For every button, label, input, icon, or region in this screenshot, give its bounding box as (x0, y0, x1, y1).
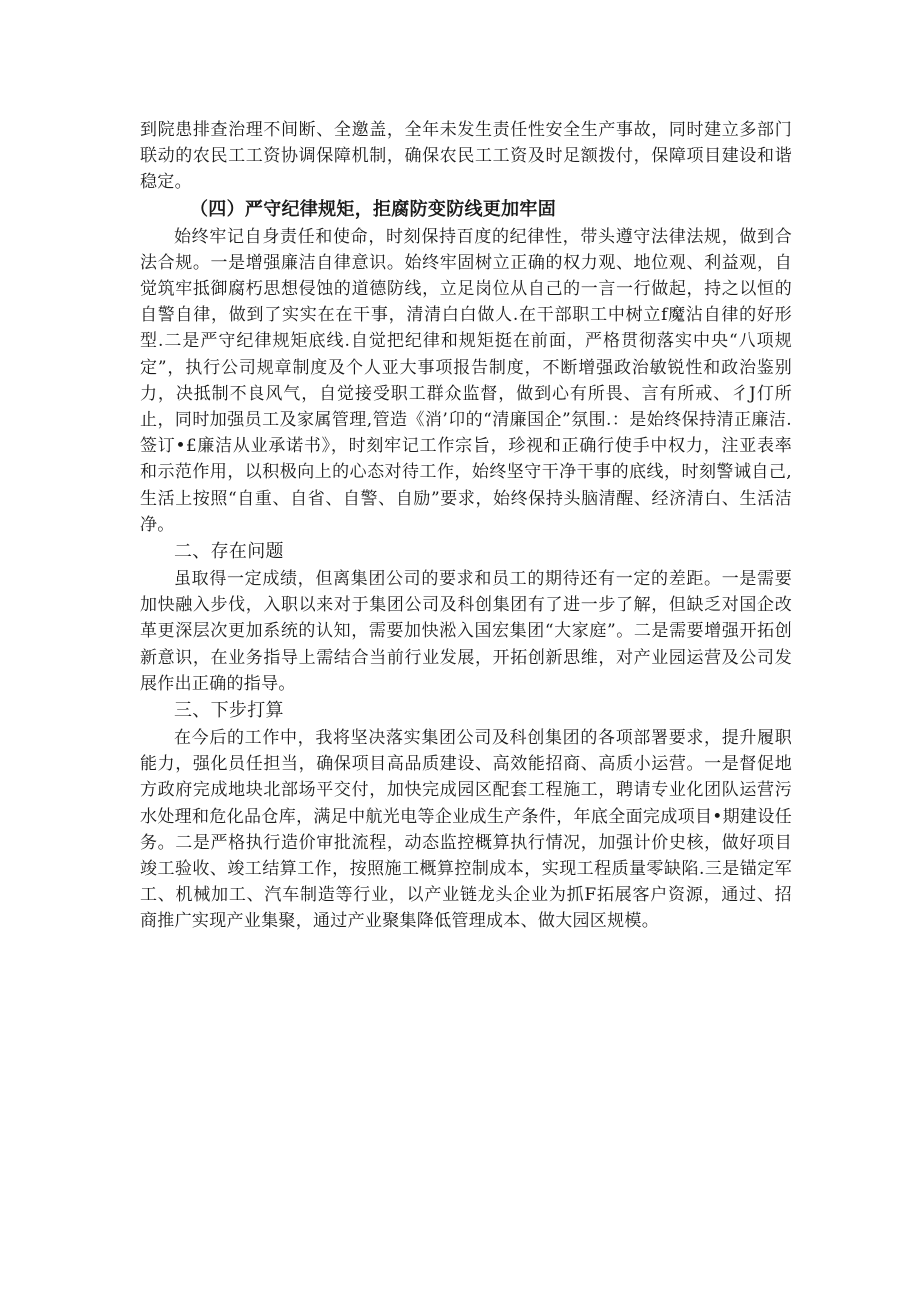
section-2-paragraph: 虽取得一定成绩，但离集团公司的要求和员工的期待还有一定的差距。一是需要加快融入步伐，入职以来对于集团公司及科创集团有了进一步了解，但缺乏对国企改革更深层次更加系统的认知，需要加快淞入国宏集团“大家庭”。二是需要增强开拓创新意识，在业务指导上需结合当前行业发展，开拓创新思维，对产业园运营及公司发展作出正确的指导。 (140, 569, 792, 694)
intro-paragraph: 到院患排查治理不间断、全邀盖，全年未发生责任性安全生产事故，同时建立多部门联动的农民工工资协调保障机制，确保农民工工资及时足额拨付，保障项目建设和谐稳定。 (140, 120, 792, 193)
section-2-heading: 二、存在问题 (174, 541, 284, 563)
document-body (140, 117, 792, 935)
section-3-heading: 三、下步打算 (174, 700, 284, 722)
section-3-paragraph: 在今后的工作中，我将坚决落实集团公司及科创集团的各项部署要求，提升履职能力，强化员任担当，确保项目高品质建设、高效能招商、高质小运营。一是督促地方政府完成地块北部场平交付，加快完成园区配套工程施工，聘请专业化团队运营污水处理和危化品仓库，满足中航光电等企业成生产条件，年底全面完成项目•期建设任务。二是严格执行造价审批流程，动态监控概算执行情况，加强计价史核，做好项目竣工验收、竣工结算工作，按照施工概算控制成本，实现工程质量零缺陷.三是锚定军工、机械加工、汽车制造等行业，以产业链龙头企业为抓F拓展客户资源，通过、招商推广实现产业集聚，通过产业聚集降低管理成本、做大园区规模。 (140, 728, 792, 932)
section-4-paragraph: 始终牢记自身责任和使命，时刻保持百度的纪律性，带头遵守法律法规，做到合法合规。一是增强廉洁自律意识。始终牢固树立正确的权力观、地位观、利益观，自觉筑牢抵御腐朽思想侵蚀的道德防线，立足岗位从自己的一言一行做起，持之以恒的自警自律，做到了实实在在干事，清清白白做人.在干部职工中树立f魔沾自律的好形型.二是严守纪律规矩底线.自觉把纪律和规矩挺在前面，严格贯彻落实中央“八项规定”，执行公司规章制度及个人亚大事项报告制度，不断增强政治敏锐性和政治鉴别力，决抵制不良风气，自觉接受职工群众监督，做到心有所畏、言有所戒、彳J仃所止，同时加强员工及家属管理,管造《消’卬的“清廉国企”氛围.：是始终保持清正廉洁.签订•£廉洁从业承诺书》，时刻牢记工作宗旨，珍视和正确行使手中权力，注亚表率和示范作用，以积极向上的心态对待工作，始终坚守干净干事的底线，时刻警诫自己,生活上按照“自重、自省、自警、自励”要求，始终保持头脑清醒、经济清白、生活洁净。 (140, 226, 792, 535)
section-4-heading: （四）严守纪律规矩，拒腐防变防线更加牢固 (190, 198, 556, 220)
